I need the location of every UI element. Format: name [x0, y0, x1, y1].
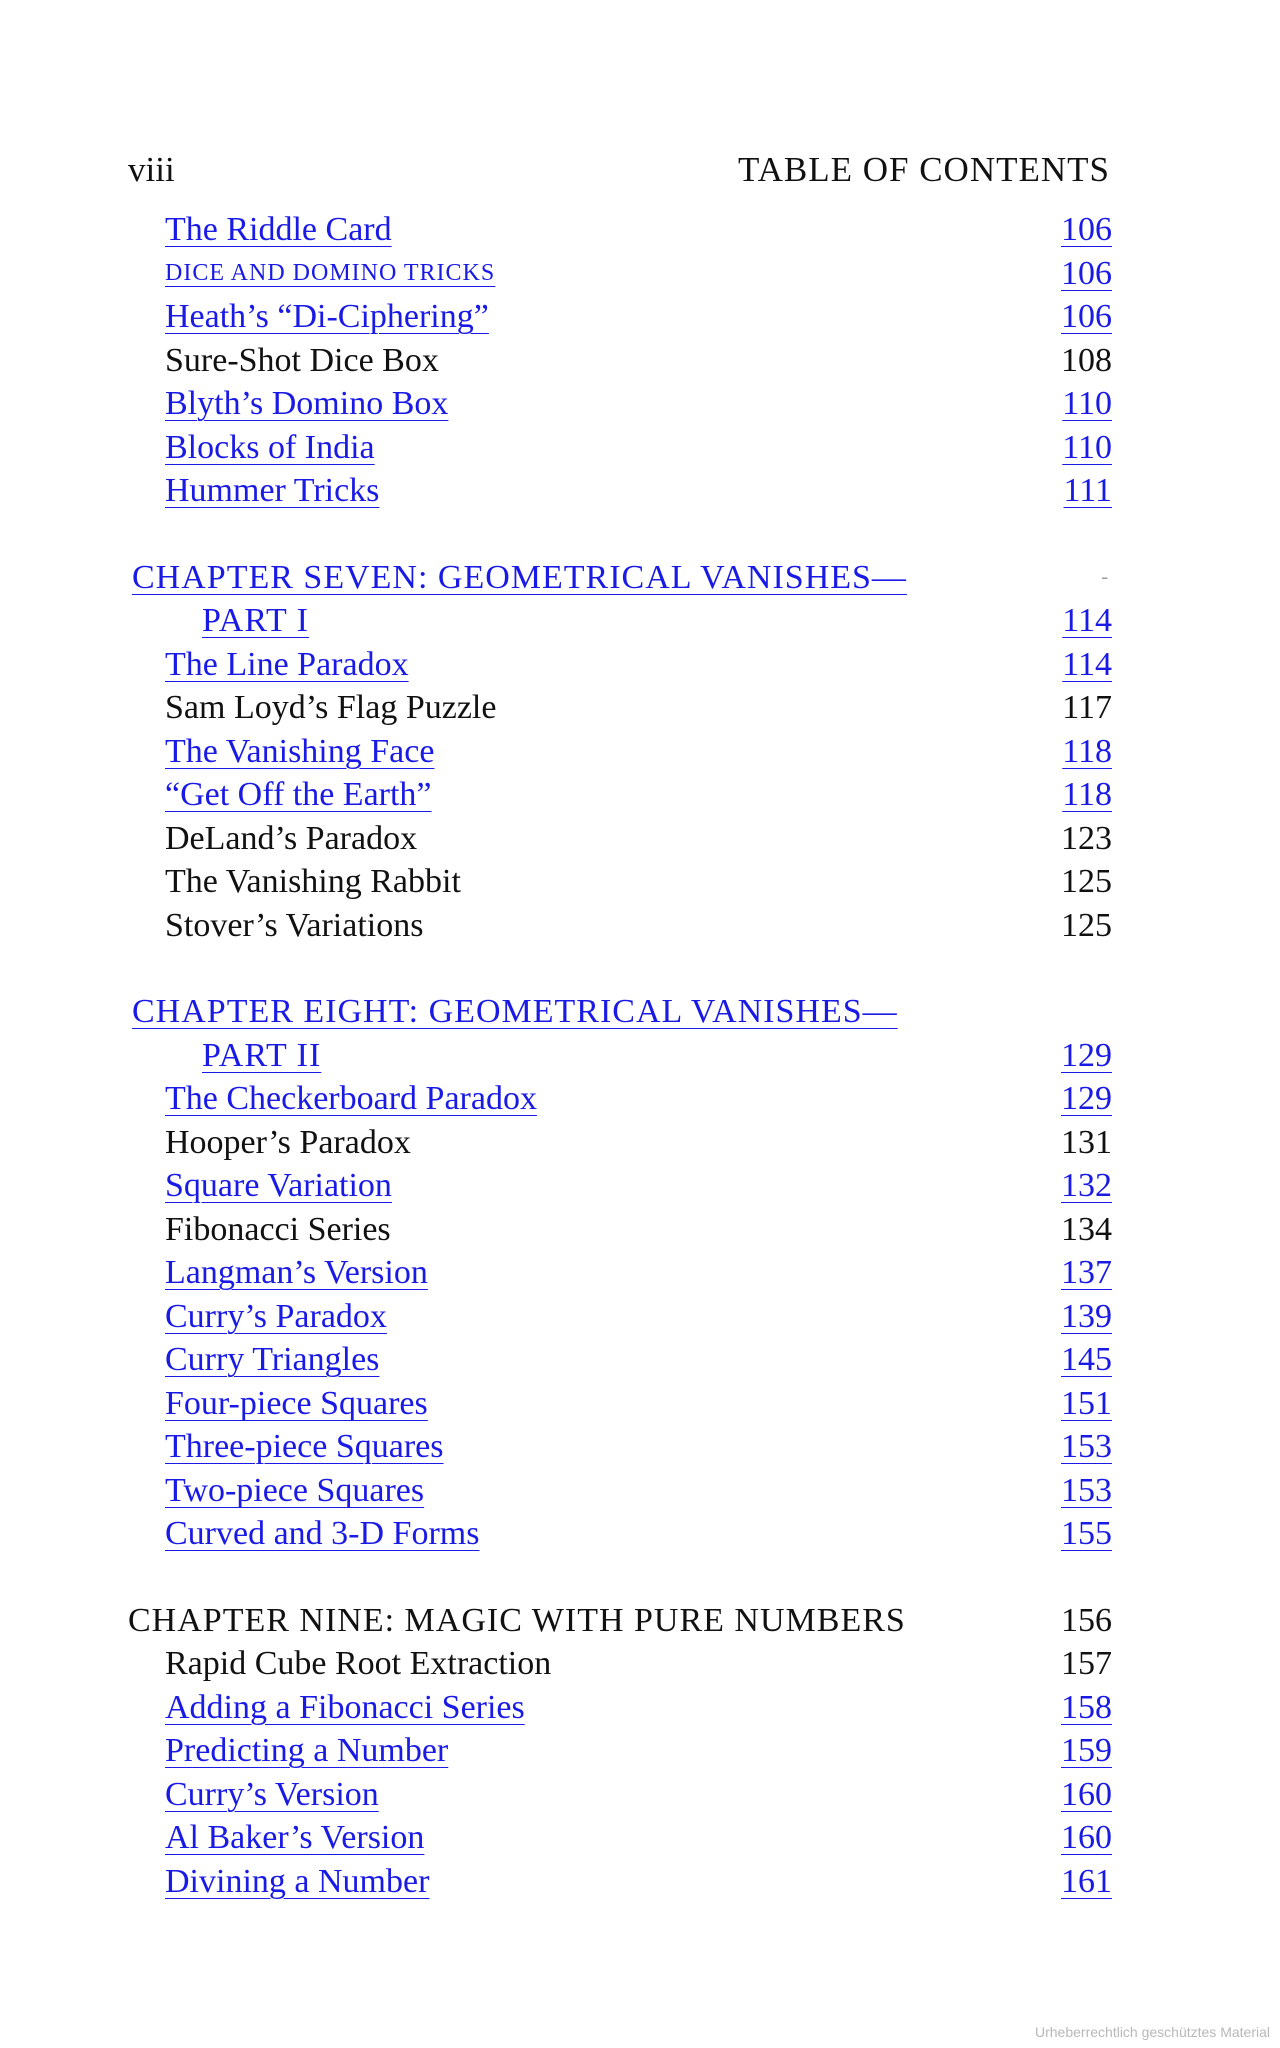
toc-entry-page[interactable]: 161 [1061, 1862, 1112, 1900]
toc-entry[interactable] [128, 1729, 1118, 1773]
chapter-title-cont[interactable]: PART I [202, 602, 309, 639]
toc-entry-page[interactable]: 106 [1061, 211, 1112, 248]
toc-entry[interactable] [128, 1164, 1118, 1208]
toc-entry-page[interactable]: 132 [1061, 1167, 1112, 1204]
toc-entry-title[interactable]: Langman’s Version [165, 1254, 428, 1291]
toc-entry[interactable] [128, 1382, 1118, 1426]
toc-entry-title: Sure-Shot Dice Box [165, 341, 439, 379]
toc-entry-page[interactable]: 160 [1061, 1819, 1112, 1856]
toc-entry-title[interactable]: Three-piece Squares [165, 1428, 444, 1465]
toc-entry-title[interactable]: The Line Paradox [165, 645, 409, 683]
toc-entry-page[interactable]: 110 [1062, 428, 1112, 466]
toc-entry-riddle-card[interactable] [128, 208, 1118, 252]
toc-entry-title[interactable]: The Riddle Card [165, 211, 392, 248]
toc-entry-page[interactable]: 160 [1061, 1775, 1112, 1813]
toc-entry[interactable] [128, 1251, 1118, 1295]
toc-entry-page: 134 [1061, 1210, 1112, 1248]
chapter-title[interactable]: CHAPTER EIGHT: GEOMETRICAL VANISHES— [132, 993, 898, 1030]
chapter-eight-heading[interactable] [128, 990, 1118, 1034]
chapter-nine-heading [128, 1599, 1118, 1643]
toc-entry-page: 131 [1061, 1123, 1112, 1161]
toc-entry-title[interactable]: The Vanishing Face [165, 732, 435, 770]
toc-entry-title[interactable]: Two-piece Squares [165, 1471, 425, 1509]
toc-entry-page[interactable]: 137 [1061, 1254, 1112, 1291]
toc-entry[interactable] [128, 1077, 1118, 1121]
toc-entry[interactable] [128, 643, 1118, 687]
toc-entry-page[interactable]: 106 [1061, 254, 1112, 292]
toc-entry-page[interactable]: 106 [1061, 298, 1112, 335]
toc-entry-blocks-india[interactable] [128, 426, 1118, 470]
toc-entry-page: 157 [1061, 1645, 1112, 1682]
chapter-eight-heading-cont[interactable] [128, 1034, 1118, 1078]
copyright-watermark: Urheberrechtlich geschütztes Material [1035, 2024, 1270, 2040]
page-folio: viii [128, 150, 175, 189]
toc-entry-title[interactable]: Al Baker’s Version [165, 1819, 425, 1856]
toc-entry-title[interactable]: Divining a Number [165, 1862, 430, 1900]
toc-entry-page: 117 [1062, 689, 1112, 726]
toc-entry-title[interactable]: Curry’s Version [165, 1775, 379, 1813]
toc-entry-title[interactable]: Predicting a Number [165, 1732, 449, 1769]
toc-entry-page[interactable]: 159 [1061, 1732, 1112, 1769]
toc-entry[interactable] [128, 1512, 1118, 1556]
toc-entry [128, 817, 1118, 861]
toc-entry [128, 1121, 1118, 1165]
toc-entry[interactable] [128, 1425, 1118, 1469]
toc-entry[interactable] [128, 1469, 1118, 1513]
toc-entry[interactable] [128, 1338, 1118, 1382]
toc-entry-title[interactable]: Curved and 3-D Forms [165, 1515, 480, 1552]
toc-entry [128, 1642, 1118, 1686]
toc-entry[interactable] [128, 1686, 1118, 1730]
toc-entry-page[interactable]: 114 [1062, 645, 1112, 683]
toc-entry-dice-domino[interactable] [128, 252, 1118, 296]
section-gap [128, 1556, 1118, 1599]
toc-entry [128, 1208, 1118, 1252]
chapter-seven-heading[interactable] [128, 556, 1118, 600]
stray-mark: - [1101, 565, 1108, 588]
toc-entry-title[interactable]: Curry’s Paradox [165, 1297, 387, 1335]
toc-entry-page[interactable]: 118 [1062, 776, 1112, 813]
running-title: TABLE OF CONTENTS [738, 150, 1110, 189]
toc-entry-title[interactable]: The Checkerboard Paradox [165, 1080, 537, 1117]
toc-entry-title: Rapid Cube Root Extraction [165, 1645, 552, 1682]
toc-entry-title: The Vanishing Rabbit [165, 863, 461, 900]
toc-entry[interactable] [128, 773, 1118, 817]
toc-entry-page[interactable]: 153 [1061, 1471, 1112, 1509]
toc-entry[interactable] [128, 1860, 1118, 1904]
toc-entry-page: 123 [1061, 819, 1112, 857]
toc-entry-title: Hooper’s Paradox [165, 1123, 411, 1161]
toc-entry-title[interactable]: Heath’s “Di-Ciphering” [165, 298, 489, 335]
toc-entry-title[interactable]: Hummer Tricks [165, 472, 380, 509]
toc-entry-page[interactable]: 110 [1062, 385, 1112, 422]
chapter-page[interactable]: 114 [1062, 602, 1112, 639]
chapter-page: 156 [1061, 1601, 1112, 1639]
toc-entry-page[interactable]: 145 [1061, 1341, 1112, 1378]
toc-entry-page: 125 [1061, 863, 1112, 900]
section-gap [128, 947, 1118, 990]
toc-entry-title[interactable]: Blyth’s Domino Box [165, 385, 449, 422]
page-header [128, 150, 1110, 200]
toc-entry-title[interactable]: Curry Triangles [165, 1341, 380, 1378]
toc-entry-page: 108 [1061, 341, 1112, 379]
toc-entry-page[interactable]: 155 [1061, 1515, 1112, 1552]
chapter-title: CHAPTER NINE: MAGIC WITH PURE NUMBERS [128, 1601, 906, 1639]
chapter-title-cont[interactable]: PART II [202, 1036, 322, 1074]
toc-entry[interactable] [128, 1295, 1118, 1339]
toc-entry-title: Fibonacci Series [165, 1210, 391, 1248]
toc-entry-page[interactable]: 118 [1062, 732, 1112, 770]
toc-entry-page[interactable]: 158 [1061, 1688, 1112, 1726]
toc-entry [128, 860, 1118, 904]
toc-entry-page[interactable]: 153 [1061, 1428, 1112, 1465]
chapter-page[interactable]: 129 [1061, 1036, 1112, 1074]
toc-entry-page[interactable]: 139 [1061, 1297, 1112, 1335]
toc-entry-title[interactable]: Four-piece Squares [165, 1384, 428, 1422]
toc-entry-title[interactable]: “Get Off the Earth” [165, 776, 432, 813]
toc-entry-title[interactable]: Adding a Fibonacci Series [165, 1688, 525, 1726]
toc-entry [128, 904, 1118, 948]
toc-entry-sure-shot [128, 339, 1118, 383]
section-gap [128, 513, 1118, 556]
toc-entry-hummer[interactable] [128, 469, 1118, 513]
chapter-seven-heading-cont[interactable] [128, 599, 1118, 643]
toc-entry-page[interactable]: 111 [1063, 472, 1112, 509]
toc-entry-title: DeLand’s Paradox [165, 819, 418, 857]
toc-entry[interactable] [128, 1773, 1118, 1817]
toc-entry-page[interactable]: 151 [1061, 1384, 1112, 1422]
toc-entry-page: 125 [1061, 906, 1112, 944]
toc-entry [128, 686, 1118, 730]
toc-entry[interactable] [128, 1816, 1118, 1860]
toc-entry-domino-box[interactable] [128, 382, 1118, 426]
toc-entry[interactable] [128, 730, 1118, 774]
toc-entry-title[interactable]: Square Variation [165, 1167, 392, 1204]
toc-entry-page[interactable]: 129 [1061, 1080, 1112, 1117]
toc-entry-title: Sam Loyd’s Flag Puzzle [165, 689, 497, 726]
toc-entry-di-ciphering[interactable] [128, 295, 1118, 339]
table-of-contents [128, 208, 1118, 1903]
toc-entry-title[interactable]: Blocks of India [165, 428, 375, 466]
chapter-title[interactable]: CHAPTER SEVEN: GEOMETRICAL VANISHES— [132, 558, 907, 596]
toc-entry-title: Stover’s Variations [165, 906, 424, 944]
toc-entry-title[interactable]: DICE AND DOMINO TRICKS [165, 259, 496, 286]
